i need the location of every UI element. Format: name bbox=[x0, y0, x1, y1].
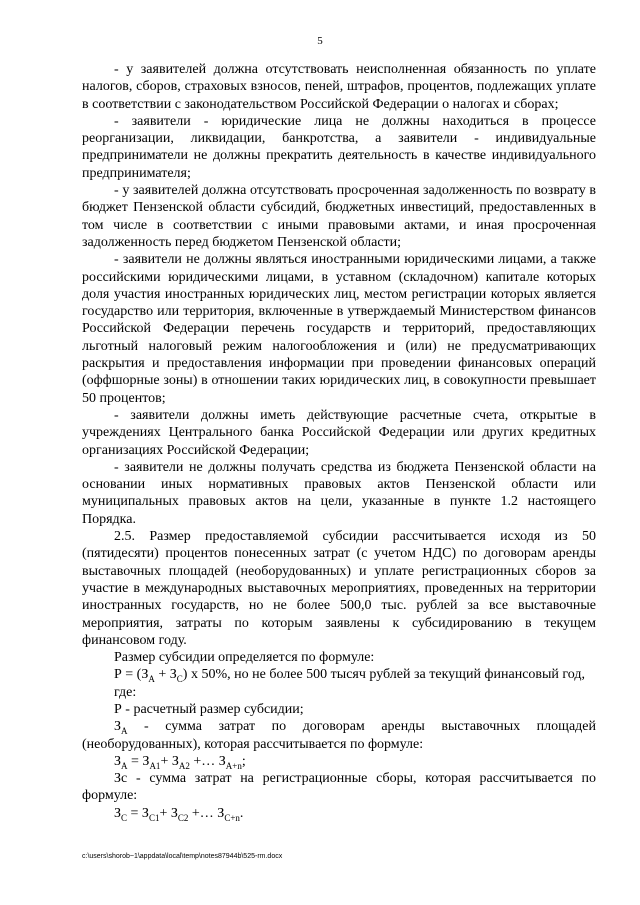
paragraph-foreign-entities: - заявители не должны являться иностранными юридическими лицами, а также российскими юридическими лицами, в уставном (складочном) капитале которых доля участия иностранных юридических лиц, местом регистрации которых является государство или территория, включенные в утверждаемый Министерством финансов Российской Федерации перечень государств и территорий, предоставляющих льготный налоговый режим налогообложения и (или) не предусматривающих раскрытия и предоставления информации при проведении финансовых операций (оффшорные зоны) в отношении таких юридических лиц, в совокупности превышает 50 процентов; bbox=[82, 252, 596, 406]
paragraph-other-funds: - заявители не должны получать средства из бюджета Пензенской области на основании иных нормативных правовых актов Пензенской области или муниципальных правовых актов на цели, указанные в пункте 1.2 настоящего Порядка. bbox=[82, 459, 596, 527]
paragraph-subsidy-size: 2.5. Размер предоставляемой субсидии рассчитывается исходя из 50 (пятидесяти) процентов понесенных затрат (с учетом НДС) по договорам аренды выставочных площадей (необорудованных) и уплате регистрационных сборов за участие в международных выставочных мероприятиях, проведенных на территории иностранных государств, но не более 500,0 тыс. рублей за все выставочные мероприятия, затраты по которым заявлены к субсидированию в текущем финансовом году. bbox=[82, 529, 596, 648]
document-body bbox=[82, 61, 596, 822]
formula-za: $З_А = З_{А1}+ З_{А2}$ +… $З_{А+n}$; bbox=[114, 753, 246, 771]
footer-file-path: c:\users\shorob~1\appdata\local\temp\notes87944b\525-rm.docx bbox=[82, 853, 283, 860]
definition-p: Р - расчетный размер субсидии; bbox=[114, 701, 304, 717]
paragraph-formula-intro: Размер субсидии определяется по формуле: bbox=[114, 650, 375, 666]
where-label: где: bbox=[114, 684, 137, 700]
formula-zc: $З_С = З_{С1}+ З_{С2}$ +… $З_{С+n}$. bbox=[114, 805, 244, 823]
definition-za: $З_А$ - сумма затрат по договорам аренды выставочных площадей (необорудованных), которая рассчитывается по формуле: bbox=[82, 719, 596, 752]
formula-main: $Р = (З_А + З_С)$ х 50%, но не более 500 тысяч рублей за текущий финансовый год, bbox=[114, 667, 586, 685]
paragraph-reorganization: - заявители - юридические лица не должны находиться в процессе реорганизации, ликвидации, банкротства, а заявители - индивидуальные предприниматели не должны прекратить деятельность в качестве индивидуального предпринимателя; bbox=[82, 113, 596, 181]
paragraph-tax-arrears: - у заявителей должна отсутствовать неисполненная обязанность по уплате налогов, сборов, страховых взносов, пеней, штрафов, процентов, подлежащих уплате в соответствии с законодательством Российской Федерации о налогах и сборах; bbox=[82, 62, 596, 112]
paragraph-overdue-debt: - у заявителей должна отсутствовать просроченная задолженность по возврату в бюджет Пензенской области субсидий, бюджетных инвестиций, предоставленных в том числе в соответствии с иными правовыми актами, и иная просроченная задолженность перед бюджетом Пензенской области; bbox=[82, 183, 596, 250]
definition-zc: Зс - сумма затрат на регистрационные сборы, которая рассчитывается по формуле: bbox=[82, 771, 596, 804]
page-number: 5 bbox=[317, 35, 323, 47]
paragraph-bank-accounts: - заявители должны иметь действующие расчетные счета, открытые в учреждениях Центрального банка Российской Федерации или других кредитных организациях Российской Федерации; bbox=[82, 407, 596, 458]
